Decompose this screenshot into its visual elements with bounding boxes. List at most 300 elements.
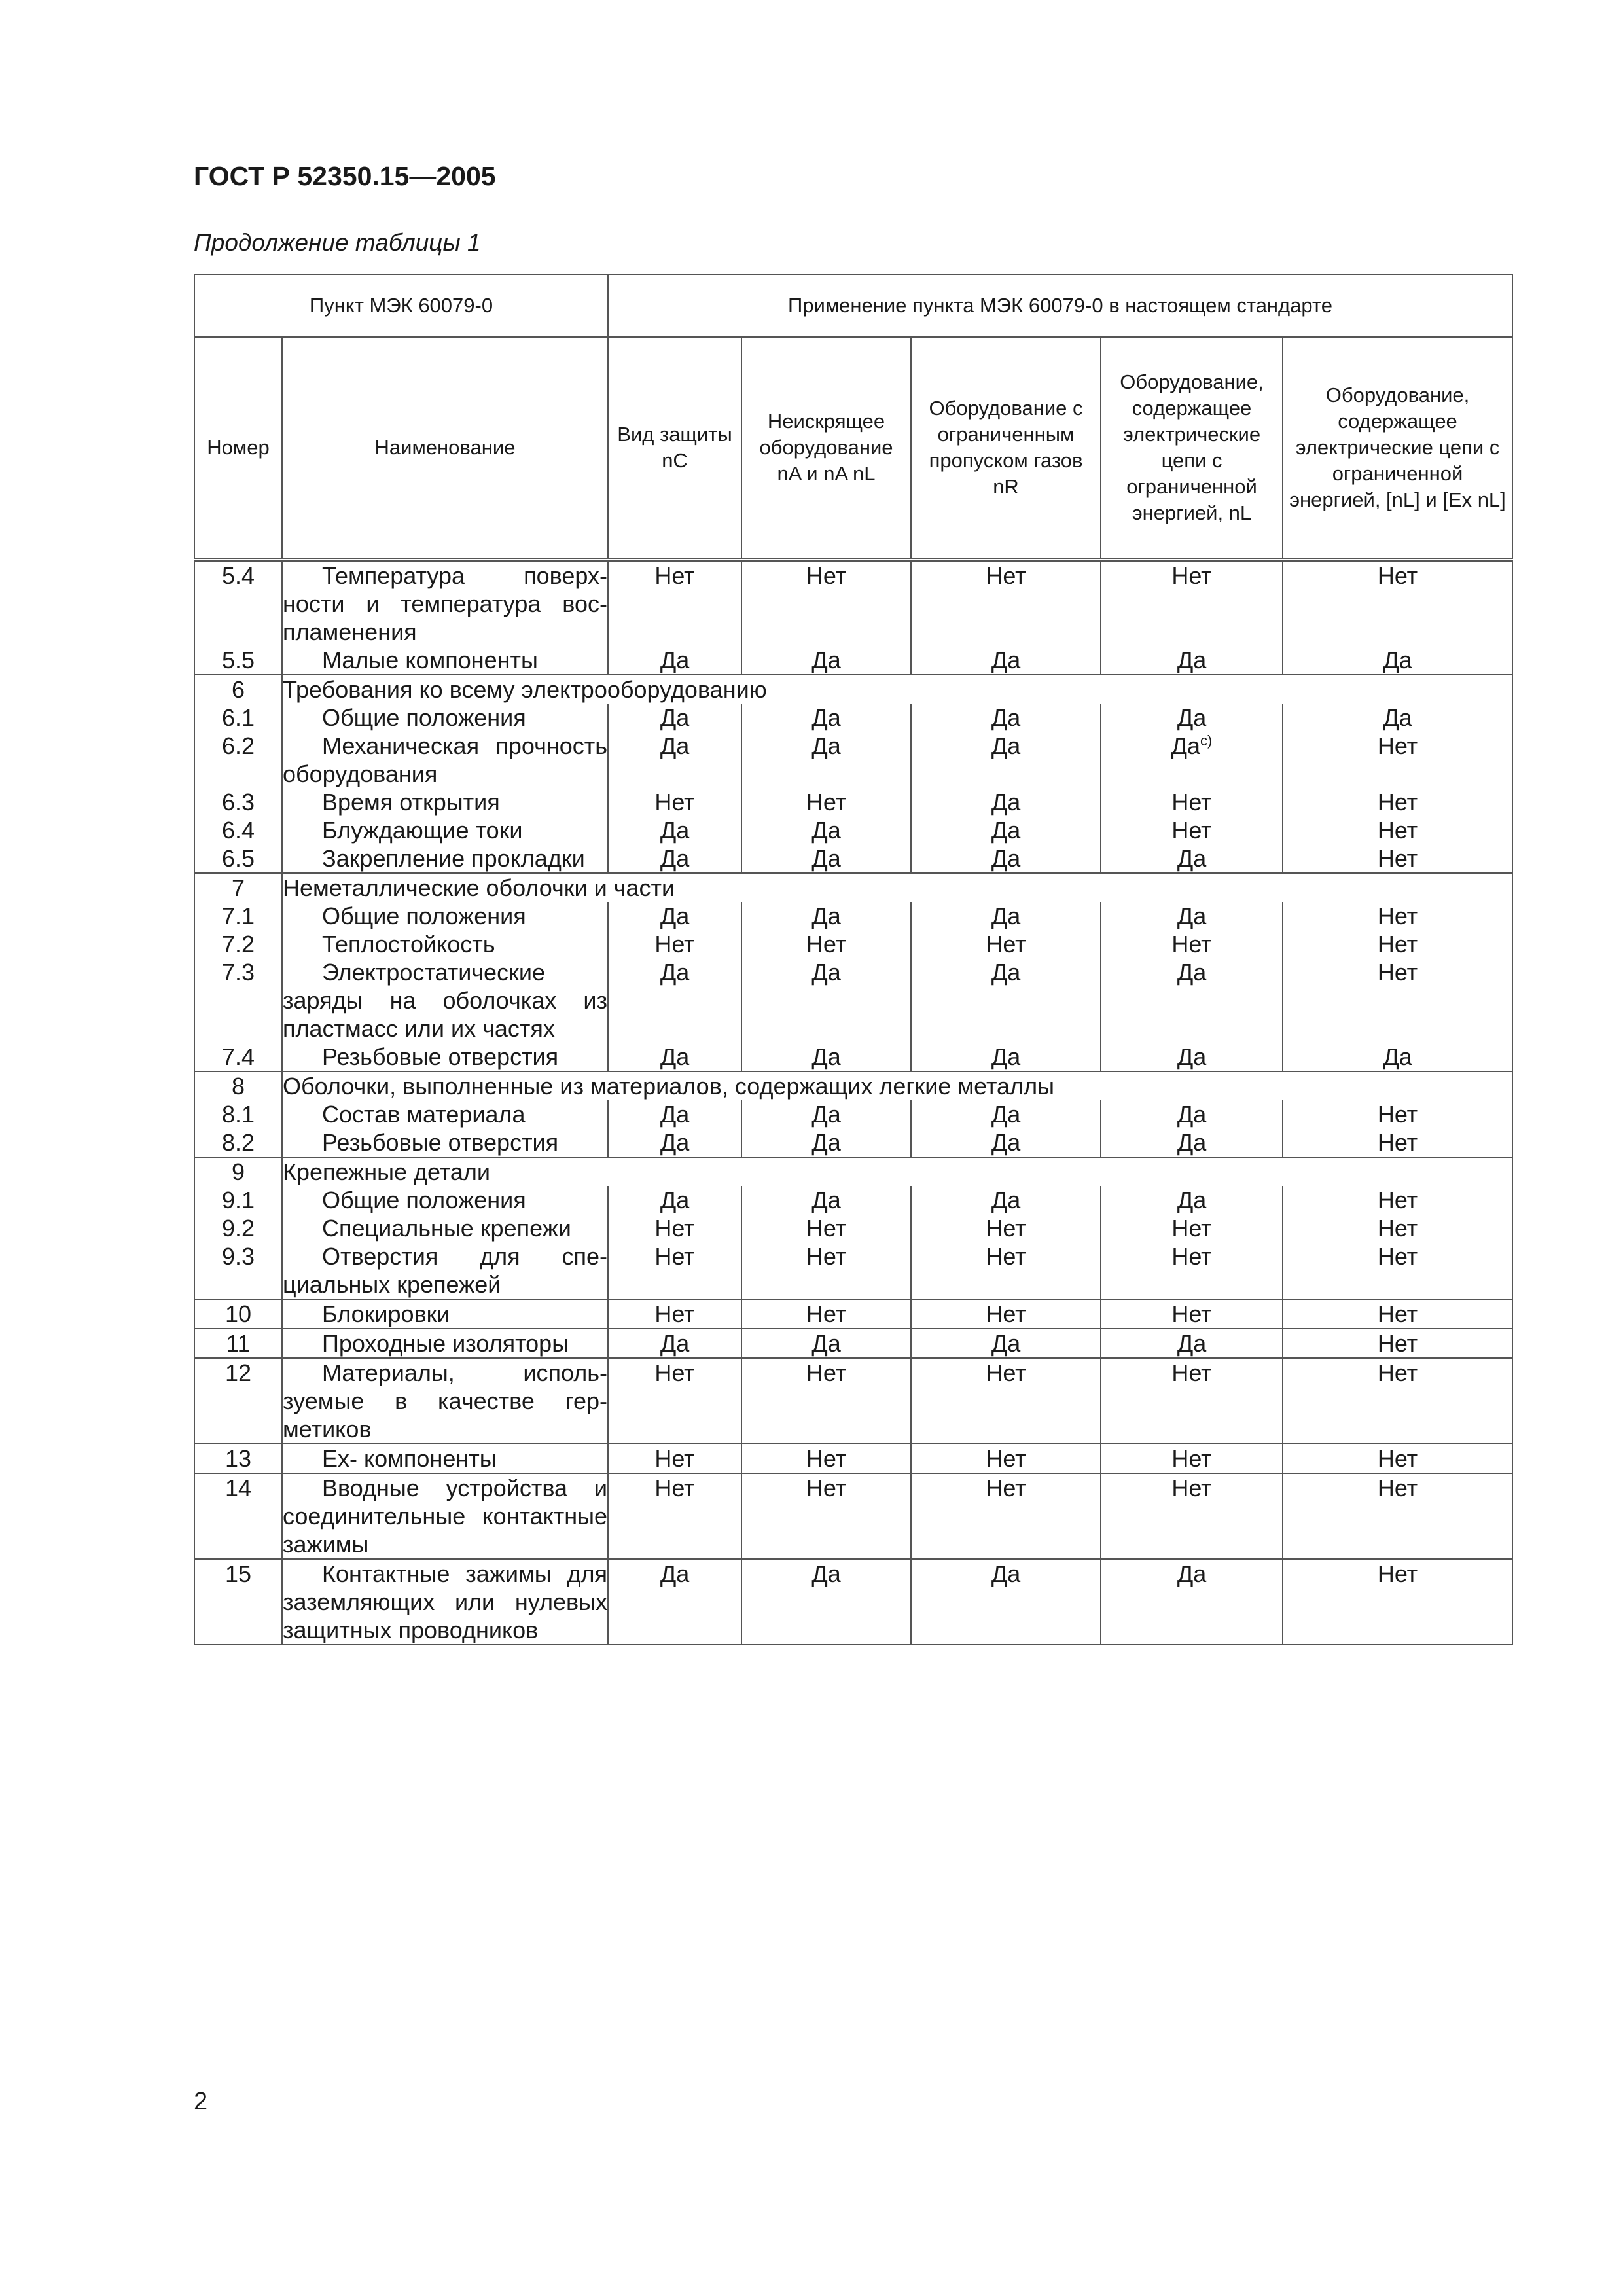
cell-nr xyxy=(911,844,1101,873)
cell-na xyxy=(741,958,911,1043)
row-name: Малые компоненты xyxy=(282,646,608,675)
cell-nr xyxy=(911,1444,1101,1473)
table-row xyxy=(194,902,1512,930)
cell-nl xyxy=(1101,958,1283,1043)
cell-value: Да xyxy=(812,903,841,929)
cell-nc xyxy=(608,1100,741,1128)
cell-value: Да xyxy=(991,789,1021,816)
cell-nl xyxy=(1101,1559,1283,1645)
cell-na xyxy=(741,788,911,816)
cell-exnl xyxy=(1283,1473,1512,1559)
cell-exnl xyxy=(1283,732,1512,788)
cell-value: Да xyxy=(1177,959,1207,986)
row-name: Состав материала xyxy=(282,1100,608,1128)
table-row xyxy=(194,704,1512,732)
footnote-mark: c) xyxy=(1200,732,1213,749)
cell-nc xyxy=(608,902,741,930)
row-name: Электростатические заряды на оболочках из пластмасс или их частях xyxy=(283,959,608,1042)
cell-nl xyxy=(1101,732,1283,788)
cell-nr xyxy=(911,816,1101,844)
cell-nl xyxy=(1101,1444,1283,1473)
cell-value: Нет xyxy=(1377,1187,1418,1213)
cell-value: Нет xyxy=(654,1445,695,1472)
cell-value: Да xyxy=(660,1330,690,1357)
cell-na xyxy=(741,704,911,732)
cell-value: Да xyxy=(991,1129,1021,1156)
table-row xyxy=(194,816,1512,844)
cell-na xyxy=(741,1329,911,1358)
row-name: Механическая прочность оборудования xyxy=(283,732,608,787)
cell-nl xyxy=(1101,1299,1283,1329)
cell-na xyxy=(741,902,911,930)
cell-value: Да xyxy=(991,959,1021,986)
cell-value: Да xyxy=(991,1101,1021,1128)
cell-value: Нет xyxy=(654,1475,695,1501)
row-name: Температура поверхности и температура воспламенения xyxy=(282,560,608,646)
cell-value: Нет xyxy=(654,1300,695,1327)
cell-exnl xyxy=(1283,958,1512,1043)
table-row xyxy=(194,844,1512,873)
cell-exnl xyxy=(1283,1100,1512,1128)
cell-exnl xyxy=(1283,1358,1512,1444)
cell-nl xyxy=(1101,902,1283,930)
header-application: Применение пункта МЭК 60079-0 в настоящем стандарте xyxy=(608,274,1512,337)
row-name: Ех- компоненты xyxy=(282,1444,608,1473)
cell-nl xyxy=(1101,844,1283,873)
cell-value: Да xyxy=(991,704,1021,731)
cell-nl xyxy=(1101,1242,1283,1299)
cell-value: Да xyxy=(991,732,1021,759)
row-number: 5.5 xyxy=(194,646,282,675)
table-row xyxy=(194,1358,1512,1444)
cell-nc xyxy=(608,704,741,732)
cell-value: Нет xyxy=(1377,845,1418,872)
header-na: Неискрящее оборудование nA и nA nL xyxy=(741,337,911,560)
cell-na xyxy=(741,1358,911,1444)
cell-value: Да xyxy=(1171,732,1201,759)
cell-value: Нет xyxy=(1377,1445,1418,1472)
row-number: 8.1 xyxy=(194,1100,282,1128)
row-number: 11 xyxy=(194,1329,282,1358)
table-caption: Продолжение таблицы 1 xyxy=(194,229,481,256)
cell-exnl xyxy=(1283,1242,1512,1299)
cell-exnl xyxy=(1283,560,1512,646)
row-number: 9.2 xyxy=(194,1214,282,1242)
page-number: 2 xyxy=(194,2088,208,2115)
cell-value: Да xyxy=(991,1330,1021,1357)
cell-value: Нет xyxy=(654,931,695,958)
cell-value: Нет xyxy=(1171,1300,1212,1327)
cell-nl xyxy=(1101,1358,1283,1444)
row-number: 7.2 xyxy=(194,930,282,958)
cell-value: Нет xyxy=(1377,1215,1418,1242)
cell-na xyxy=(741,732,911,788)
row-number: 7.3 xyxy=(194,958,282,1043)
row-name: Общие положения xyxy=(282,704,608,732)
cell-value: Нет xyxy=(806,1475,847,1501)
cell-value: Да xyxy=(660,1101,690,1128)
cell-value: Нет xyxy=(1171,1445,1212,1472)
cell-nl xyxy=(1101,1128,1283,1157)
cell-value: Нет xyxy=(654,789,695,816)
row-name: Отверстия для специальных крепежей xyxy=(283,1243,608,1298)
cell-nr xyxy=(911,1242,1101,1299)
cell-value: Да xyxy=(660,1129,690,1156)
cell-nc xyxy=(608,1214,741,1242)
cell-exnl xyxy=(1283,844,1512,873)
cell-nl xyxy=(1101,704,1283,732)
cell-nl xyxy=(1101,1473,1283,1559)
cell-value: Да xyxy=(660,1187,690,1213)
cell-nc xyxy=(608,958,741,1043)
section-row xyxy=(194,675,1512,704)
header-exnl: Оборудование, содержащее электрические цепи с ограниченной энергией, [nL] и [Ex nL] xyxy=(1283,337,1512,560)
cell-value: Нет xyxy=(1171,1359,1212,1386)
cell-nr xyxy=(911,1128,1101,1157)
table-row xyxy=(194,732,1512,788)
cell-nc xyxy=(608,1043,741,1071)
cell-value: Да xyxy=(991,1187,1021,1213)
row-number: 9 xyxy=(194,1157,282,1186)
row-number: 5.4 xyxy=(194,560,282,646)
cell-exnl xyxy=(1283,1329,1512,1358)
cell-exnl xyxy=(1283,1128,1512,1157)
row-number: 15 xyxy=(194,1559,282,1645)
cell-nr xyxy=(911,930,1101,958)
section-title: Неметаллические оболочки и части xyxy=(282,873,1512,902)
cell-exnl xyxy=(1283,1299,1512,1329)
cell-value: Нет xyxy=(1171,1475,1212,1501)
table-row xyxy=(194,788,1512,816)
cell-value: Нет xyxy=(1171,562,1212,589)
table-row xyxy=(194,1299,1512,1329)
cell-nc xyxy=(608,1559,741,1645)
cell-exnl xyxy=(1283,1214,1512,1242)
cell-nr xyxy=(911,1473,1101,1559)
cell-value: Да xyxy=(991,903,1021,929)
row-number: 14 xyxy=(194,1473,282,1559)
cell-value: Нет xyxy=(1377,1243,1418,1270)
cell-value: Да xyxy=(1177,1043,1207,1070)
cell-value: Да xyxy=(1177,845,1207,872)
cell-value: Да xyxy=(991,817,1021,844)
cell-value: Нет xyxy=(1377,931,1418,958)
section-title: Требования ко всему электрооборудованию xyxy=(282,675,1512,704)
table-row xyxy=(194,1444,1512,1473)
cell-exnl xyxy=(1283,816,1512,844)
cell-value: Да xyxy=(1177,903,1207,929)
cell-nr xyxy=(911,1299,1101,1329)
cell-value: Да xyxy=(1383,704,1412,731)
table-row xyxy=(194,930,1512,958)
cell-value: Да xyxy=(812,1101,841,1128)
cell-value: Нет xyxy=(806,931,847,958)
cell-nc xyxy=(608,1473,741,1559)
cell-nc xyxy=(608,646,741,675)
cell-value: Нет xyxy=(1377,562,1418,589)
section-row xyxy=(194,1157,1512,1186)
section-title: Крепежные детали xyxy=(282,1157,1512,1186)
row-name: Теплостойкость xyxy=(282,930,608,958)
cell-nc xyxy=(608,560,741,646)
cell-value: Нет xyxy=(986,1475,1026,1501)
cell-value: Да xyxy=(1383,1043,1412,1070)
cell-value: Нет xyxy=(1377,959,1418,986)
row-number: 6.2 xyxy=(194,732,282,788)
cell-value: Нет xyxy=(806,1243,847,1270)
document-title: ГОСТ Р 52350.15—2005 xyxy=(194,161,496,191)
cell-nc xyxy=(608,816,741,844)
cell-value: Нет xyxy=(1377,1475,1418,1501)
cell-nc xyxy=(608,1128,741,1157)
cell-na xyxy=(741,1559,911,1645)
table-row xyxy=(194,1559,1512,1645)
cell-value: Нет xyxy=(1171,1215,1212,1242)
cell-na xyxy=(741,646,911,675)
cell-nr xyxy=(911,1358,1101,1444)
cell-value: Да xyxy=(991,647,1021,673)
cell-nc xyxy=(608,1299,741,1329)
cell-nr xyxy=(911,732,1101,788)
cell-value: Да xyxy=(1177,1129,1207,1156)
cell-nr xyxy=(911,1043,1101,1071)
cell-nr xyxy=(911,1186,1101,1214)
cell-na xyxy=(741,844,911,873)
cell-na xyxy=(741,1299,911,1329)
cell-value: Нет xyxy=(986,1445,1026,1472)
cell-value: Да xyxy=(1177,1560,1207,1587)
row-name: Резьбовые отверстия xyxy=(282,1043,608,1071)
table-row xyxy=(194,1043,1512,1071)
cell-nl xyxy=(1101,1043,1283,1071)
cell-nl xyxy=(1101,816,1283,844)
row-number: 8.2 xyxy=(194,1128,282,1157)
row-number: 13 xyxy=(194,1444,282,1473)
cell-value: Нет xyxy=(806,1300,847,1327)
cell-nc xyxy=(608,1186,741,1214)
row-number: 8 xyxy=(194,1071,282,1100)
cell-value: Нет xyxy=(1377,789,1418,816)
row-name: Специальные крепежи xyxy=(282,1214,608,1242)
cell-nc xyxy=(608,1329,741,1358)
header-number: Номер xyxy=(194,337,282,560)
cell-value: Нет xyxy=(986,562,1026,589)
cell-nc xyxy=(608,844,741,873)
cell-value: Нет xyxy=(1377,1129,1418,1156)
row-number: 7 xyxy=(194,873,282,902)
cell-value: Нет xyxy=(1377,1300,1418,1327)
header-name: Наименование xyxy=(282,337,608,560)
cell-value: Нет xyxy=(986,1215,1026,1242)
cell-nc xyxy=(608,930,741,958)
row-number: 9.3 xyxy=(194,1242,282,1299)
cell-value: Нет xyxy=(654,1215,695,1242)
cell-na xyxy=(741,1473,911,1559)
cell-nr xyxy=(911,704,1101,732)
cell-nl xyxy=(1101,560,1283,646)
cell-value: Да xyxy=(812,959,841,986)
cell-value: Нет xyxy=(806,1445,847,1472)
cell-value: Да xyxy=(991,1043,1021,1070)
cell-exnl xyxy=(1283,1559,1512,1645)
cell-value: Нет xyxy=(986,1359,1026,1386)
table-row xyxy=(194,1100,1512,1128)
table-row xyxy=(194,1242,1512,1299)
cell-value: Нет xyxy=(986,1243,1026,1270)
cell-na xyxy=(741,560,911,646)
cell-nl xyxy=(1101,930,1283,958)
cell-exnl xyxy=(1283,1186,1512,1214)
cell-na xyxy=(741,1242,911,1299)
cell-nc xyxy=(608,732,741,788)
cell-value: Да xyxy=(812,704,841,731)
cell-value: Да xyxy=(812,1129,841,1156)
table-body xyxy=(194,560,1512,1645)
row-number: 12 xyxy=(194,1358,282,1444)
table-row xyxy=(194,646,1512,675)
cell-na xyxy=(741,1214,911,1242)
cell-value: Нет xyxy=(654,562,695,589)
row-name: Материалы, используемые в качестве герметиков xyxy=(283,1359,608,1443)
cell-nc xyxy=(608,788,741,816)
table-row xyxy=(194,1128,1512,1157)
table-row xyxy=(194,1214,1512,1242)
cell-value: Да xyxy=(1177,1187,1207,1213)
cell-exnl xyxy=(1283,930,1512,958)
row-name: Проходные изоляторы xyxy=(282,1329,608,1358)
cell-value: Да xyxy=(660,959,690,986)
cell-nr xyxy=(911,1559,1101,1645)
header-nc: Вид защиты nC xyxy=(608,337,741,560)
cell-value: Да xyxy=(660,1560,690,1587)
cell-value: Да xyxy=(991,845,1021,872)
row-name: Общие положения xyxy=(282,1186,608,1214)
table-row xyxy=(194,1329,1512,1358)
cell-value: Да xyxy=(812,1330,841,1357)
row-number: 6.3 xyxy=(194,788,282,816)
cell-value: Да xyxy=(660,1043,690,1070)
row-name: Закрепление прокладки xyxy=(282,844,608,873)
table-row xyxy=(194,1186,1512,1214)
section-title: Оболочки, выполненные из материалов, содержащих легкие металлы xyxy=(282,1071,1512,1100)
cell-nl xyxy=(1101,1186,1283,1214)
cell-nr xyxy=(911,788,1101,816)
cell-value: Да xyxy=(812,732,841,759)
table-row xyxy=(194,958,1512,1043)
cell-value: Да xyxy=(660,845,690,872)
cell-nr xyxy=(911,902,1101,930)
cell-nl xyxy=(1101,1100,1283,1128)
cell-value: Да xyxy=(812,1043,841,1070)
cell-nr xyxy=(911,1100,1101,1128)
row-name: Блокировки xyxy=(282,1299,608,1329)
cell-nl xyxy=(1101,788,1283,816)
cell-value: Да xyxy=(1177,1330,1207,1357)
row-number: 9.1 xyxy=(194,1186,282,1214)
cell-na xyxy=(741,930,911,958)
cell-value: Да xyxy=(812,845,841,872)
row-name: Контактные зажимы для заземляющих или нулевых защитных проводников xyxy=(283,1560,608,1643)
row-number: 6.1 xyxy=(194,704,282,732)
cell-exnl xyxy=(1283,1043,1512,1071)
cell-value: Да xyxy=(991,1560,1021,1587)
cell-na xyxy=(741,1100,911,1128)
cell-na xyxy=(741,816,911,844)
cell-na xyxy=(741,1186,911,1214)
cell-nl xyxy=(1101,1329,1283,1358)
header-iec-clause: Пункт МЭК 60079-0 xyxy=(194,274,608,337)
header-nl: Оборудование, содержащее электрические цепи с ограниченной энергией, nL xyxy=(1101,337,1283,560)
cell-value: Нет xyxy=(1171,817,1212,844)
cell-value: Нет xyxy=(1377,1560,1418,1587)
row-name: Вводные устройства и соединительные контактные зажимы xyxy=(283,1475,608,1558)
row-number: 6 xyxy=(194,675,282,704)
cell-value: Да xyxy=(660,732,690,759)
header-nr: Оборудование с ограниченным пропуском газов nR xyxy=(911,337,1101,560)
row-number: 6.5 xyxy=(194,844,282,873)
row-name: Общие положения xyxy=(282,902,608,930)
cell-value: Да xyxy=(812,1560,841,1587)
row-number: 10 xyxy=(194,1299,282,1329)
cell-value: Нет xyxy=(806,789,847,816)
cell-value: Да xyxy=(660,647,690,673)
row-name: Резьбовые отверстия xyxy=(282,1128,608,1157)
cell-value: Да xyxy=(660,817,690,844)
cell-value: Нет xyxy=(806,562,847,589)
cell-nl xyxy=(1101,646,1283,675)
cell-value: Нет xyxy=(1377,1330,1418,1357)
cell-exnl xyxy=(1283,646,1512,675)
table-row xyxy=(194,1473,1512,1559)
cell-value: Нет xyxy=(986,1300,1026,1327)
cell-nl xyxy=(1101,1214,1283,1242)
cell-na xyxy=(741,1043,911,1071)
requirements-table xyxy=(194,274,1513,1645)
cell-value: Да xyxy=(812,647,841,673)
row-number: 6.4 xyxy=(194,816,282,844)
cell-value: Да xyxy=(812,817,841,844)
cell-nc xyxy=(608,1358,741,1444)
section-row xyxy=(194,1071,1512,1100)
cell-value: Да xyxy=(1177,647,1207,673)
cell-value: Да xyxy=(660,903,690,929)
cell-nr xyxy=(911,958,1101,1043)
row-number: 7.1 xyxy=(194,902,282,930)
cell-value: Нет xyxy=(806,1215,847,1242)
cell-na xyxy=(741,1128,911,1157)
cell-value: Да xyxy=(1177,1101,1207,1128)
cell-nr xyxy=(911,1329,1101,1358)
cell-value: Да xyxy=(1383,647,1412,673)
cell-exnl xyxy=(1283,788,1512,816)
cell-value: Нет xyxy=(1171,789,1212,816)
cell-na xyxy=(741,1444,911,1473)
cell-nr xyxy=(911,1214,1101,1242)
cell-nr xyxy=(911,646,1101,675)
cell-exnl xyxy=(1283,1444,1512,1473)
cell-value: Нет xyxy=(986,931,1026,958)
row-number: 7.4 xyxy=(194,1043,282,1071)
cell-value: Нет xyxy=(1377,1101,1418,1128)
cell-value: Нет xyxy=(806,1359,847,1386)
cell-value: Нет xyxy=(1377,732,1418,759)
cell-value: Да xyxy=(660,704,690,731)
cell-value: Да xyxy=(812,1187,841,1213)
cell-value: Нет xyxy=(1171,1243,1212,1270)
row-name: Блуждающие токи xyxy=(282,816,608,844)
cell-value: Нет xyxy=(654,1359,695,1386)
cell-exnl xyxy=(1283,902,1512,930)
